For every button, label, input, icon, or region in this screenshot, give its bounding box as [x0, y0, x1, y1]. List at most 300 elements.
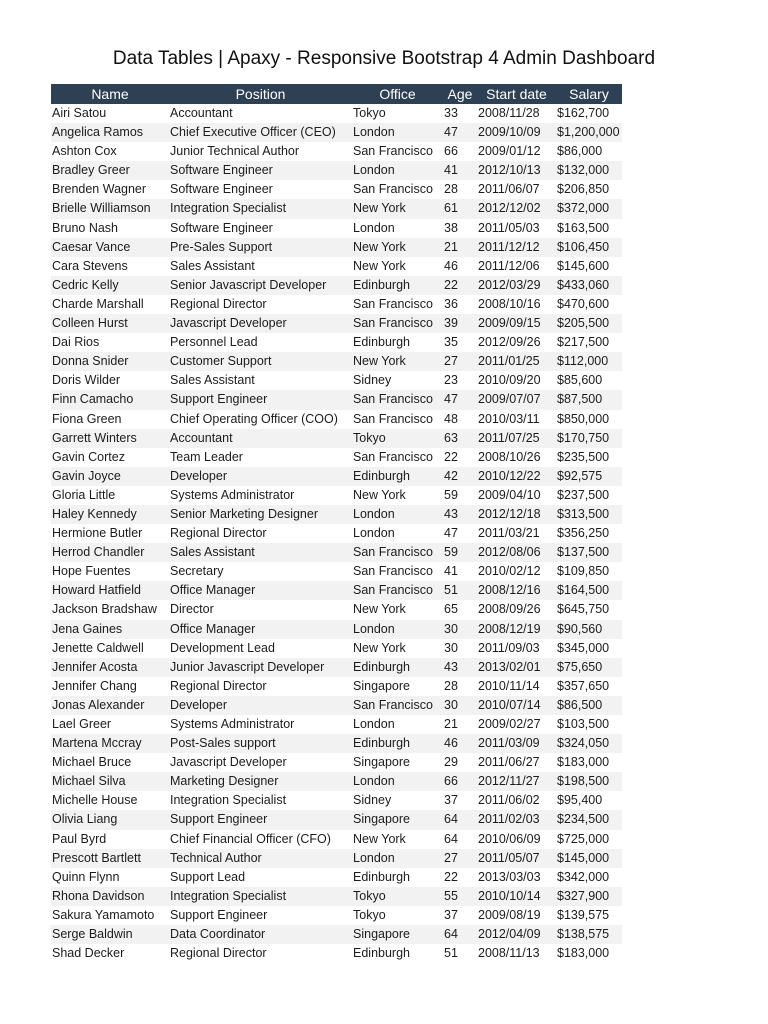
- cell-name: Finn Camacho: [51, 390, 169, 409]
- cell-office: San Francisco: [352, 448, 443, 467]
- cell-salary: $235,500: [556, 448, 622, 467]
- cell-position: Personnel Lead: [169, 333, 352, 352]
- cell-name: Doris Wilder: [51, 371, 169, 390]
- cell-age: 38: [443, 219, 477, 238]
- cell-start-date: 2010/02/12: [477, 562, 556, 581]
- cell-salary: $850,000: [556, 410, 622, 429]
- cell-salary: $163,500: [556, 219, 622, 238]
- column-header-salary[interactable]: Salary: [556, 84, 622, 104]
- cell-age: 21: [443, 715, 477, 734]
- table-row: [51, 390, 622, 409]
- cell-start-date: 2008/11/13: [477, 944, 556, 963]
- cell-position: Development Lead: [169, 639, 352, 658]
- cell-age: 36: [443, 295, 477, 314]
- cell-office: New York: [352, 600, 443, 619]
- cell-position: Integration Specialist: [169, 199, 352, 218]
- cell-age: 30: [443, 620, 477, 639]
- cell-position: Systems Administrator: [169, 486, 352, 505]
- cell-name: Michelle House: [51, 791, 169, 810]
- cell-office: Tokyo: [352, 104, 443, 123]
- cell-position: Technical Author: [169, 849, 352, 868]
- cell-name: Jonas Alexander: [51, 696, 169, 715]
- table-row: [51, 467, 622, 486]
- cell-position: Junior Javascript Developer: [169, 658, 352, 677]
- cell-age: 28: [443, 180, 477, 199]
- cell-age: 23: [443, 371, 477, 390]
- cell-position: Regional Director: [169, 295, 352, 314]
- cell-office: Edinburgh: [352, 276, 443, 295]
- cell-age: 47: [443, 390, 477, 409]
- table-row: [51, 505, 622, 524]
- cell-start-date: 2010/12/22: [477, 467, 556, 486]
- cell-salary: $139,575: [556, 906, 622, 925]
- cell-office: London: [352, 772, 443, 791]
- table-row: [51, 314, 622, 333]
- cell-start-date: 2012/09/26: [477, 333, 556, 352]
- cell-name: Dai Rios: [51, 333, 169, 352]
- table-row: [51, 161, 622, 180]
- cell-salary: $145,600: [556, 257, 622, 276]
- cell-position: Office Manager: [169, 581, 352, 600]
- table-row: [51, 371, 622, 390]
- cell-office: New York: [352, 257, 443, 276]
- cell-position: Chief Executive Officer (CEO): [169, 123, 352, 142]
- cell-office: London: [352, 524, 443, 543]
- cell-age: 39: [443, 314, 477, 333]
- cell-age: 64: [443, 925, 477, 944]
- cell-salary: $645,750: [556, 600, 622, 619]
- cell-salary: $1,200,000: [556, 123, 622, 142]
- cell-age: 22: [443, 276, 477, 295]
- table-row: [51, 772, 622, 791]
- cell-salary: $137,500: [556, 543, 622, 562]
- cell-age: 65: [443, 600, 477, 619]
- cell-age: 42: [443, 467, 477, 486]
- cell-salary: $470,600: [556, 295, 622, 314]
- cell-name: Garrett Winters: [51, 429, 169, 448]
- cell-position: Software Engineer: [169, 161, 352, 180]
- cell-office: London: [352, 849, 443, 868]
- cell-start-date: 2013/03/03: [477, 868, 556, 887]
- cell-name: Quinn Flynn: [51, 868, 169, 887]
- cell-age: 37: [443, 791, 477, 810]
- cell-start-date: 2011/05/03: [477, 219, 556, 238]
- cell-office: Sidney: [352, 791, 443, 810]
- cell-office: New York: [352, 352, 443, 371]
- table-row: [51, 352, 622, 371]
- cell-name: Michael Bruce: [51, 753, 169, 772]
- cell-name: Howard Hatfield: [51, 581, 169, 600]
- table-row: [51, 180, 622, 199]
- cell-start-date: 2011/03/21: [477, 524, 556, 543]
- cell-salary: $357,650: [556, 677, 622, 696]
- cell-name: Hermione Butler: [51, 524, 169, 543]
- table-row: [51, 448, 622, 467]
- cell-name: Bradley Greer: [51, 161, 169, 180]
- cell-position: Senior Javascript Developer: [169, 276, 352, 295]
- cell-start-date: 2012/10/13: [477, 161, 556, 180]
- cell-salary: $90,560: [556, 620, 622, 639]
- cell-salary: $237,500: [556, 486, 622, 505]
- cell-age: 47: [443, 123, 477, 142]
- cell-age: 22: [443, 868, 477, 887]
- table-row: [51, 238, 622, 257]
- cell-salary: $205,500: [556, 314, 622, 333]
- cell-start-date: 2009/07/07: [477, 390, 556, 409]
- cell-office: Singapore: [352, 677, 443, 696]
- table-row: [51, 830, 622, 849]
- cell-name: Paul Byrd: [51, 830, 169, 849]
- cell-office: New York: [352, 639, 443, 658]
- table-row: [51, 199, 622, 218]
- cell-name: Herrod Chandler: [51, 543, 169, 562]
- table-row: [51, 925, 622, 944]
- table-row: [51, 620, 622, 639]
- cell-position: Accountant: [169, 429, 352, 448]
- cell-name: Brielle Williamson: [51, 199, 169, 218]
- table-row: [51, 581, 622, 600]
- cell-salary: $132,000: [556, 161, 622, 180]
- cell-office: Edinburgh: [352, 333, 443, 352]
- cell-office: San Francisco: [352, 295, 443, 314]
- cell-age: 46: [443, 257, 477, 276]
- cell-start-date: 2008/12/19: [477, 620, 556, 639]
- cell-name: Sakura Yamamoto: [51, 906, 169, 925]
- table-row: [51, 104, 622, 123]
- cell-age: 37: [443, 906, 477, 925]
- cell-name: Jena Gaines: [51, 620, 169, 639]
- cell-age: 28: [443, 677, 477, 696]
- cell-start-date: 2009/04/10: [477, 486, 556, 505]
- cell-start-date: 2008/10/26: [477, 448, 556, 467]
- cell-position: Customer Support: [169, 352, 352, 371]
- table-row: [51, 600, 622, 619]
- cell-age: 55: [443, 887, 477, 906]
- cell-office: New York: [352, 238, 443, 257]
- cell-age: 29: [443, 753, 477, 772]
- cell-start-date: 2010/07/14: [477, 696, 556, 715]
- cell-salary: $75,650: [556, 658, 622, 677]
- cell-age: 59: [443, 543, 477, 562]
- cell-office: London: [352, 505, 443, 524]
- cell-name: Cara Stevens: [51, 257, 169, 276]
- cell-salary: $106,450: [556, 238, 622, 257]
- cell-salary: $87,500: [556, 390, 622, 409]
- cell-age: 27: [443, 352, 477, 371]
- cell-salary: $183,000: [556, 944, 622, 963]
- cell-office: London: [352, 715, 443, 734]
- cell-salary: $164,500: [556, 581, 622, 600]
- cell-salary: $138,575: [556, 925, 622, 944]
- cell-start-date: 2011/06/07: [477, 180, 556, 199]
- cell-office: San Francisco: [352, 581, 443, 600]
- table-row: [51, 868, 622, 887]
- cell-salary: $234,500: [556, 810, 622, 829]
- cell-salary: $86,000: [556, 142, 622, 161]
- cell-position: Support Engineer: [169, 810, 352, 829]
- cell-age: 43: [443, 505, 477, 524]
- cell-start-date: 2012/11/27: [477, 772, 556, 791]
- cell-age: 51: [443, 581, 477, 600]
- column-header-age[interactable]: Age: [443, 84, 477, 104]
- cell-office: San Francisco: [352, 314, 443, 333]
- cell-salary: $170,750: [556, 429, 622, 448]
- cell-start-date: 2010/03/11: [477, 410, 556, 429]
- cell-name: Rhona Davidson: [51, 887, 169, 906]
- cell-start-date: 2010/06/09: [477, 830, 556, 849]
- cell-name: Serge Baldwin: [51, 925, 169, 944]
- column-header-position[interactable]: Position: [169, 84, 352, 104]
- cell-salary: $206,850: [556, 180, 622, 199]
- cell-age: 27: [443, 849, 477, 868]
- cell-age: 30: [443, 696, 477, 715]
- cell-office: Tokyo: [352, 906, 443, 925]
- table-row: [51, 333, 622, 352]
- cell-position: Developer: [169, 696, 352, 715]
- cell-start-date: 2011/02/03: [477, 810, 556, 829]
- cell-salary: $313,500: [556, 505, 622, 524]
- cell-salary: $85,600: [556, 371, 622, 390]
- cell-name: Donna Snider: [51, 352, 169, 371]
- cell-office: Edinburgh: [352, 734, 443, 753]
- cell-office: San Francisco: [352, 562, 443, 581]
- cell-salary: $356,250: [556, 524, 622, 543]
- cell-age: 66: [443, 772, 477, 791]
- cell-office: Edinburgh: [352, 467, 443, 486]
- cell-age: 30: [443, 639, 477, 658]
- cell-salary: $109,850: [556, 562, 622, 581]
- cell-start-date: 2012/12/18: [477, 505, 556, 524]
- cell-start-date: 2011/12/06: [477, 257, 556, 276]
- table-row: [51, 753, 622, 772]
- table-row: [51, 429, 622, 448]
- cell-salary: $86,500: [556, 696, 622, 715]
- cell-office: Edinburgh: [352, 868, 443, 887]
- cell-position: Javascript Developer: [169, 753, 352, 772]
- cell-position: Data Coordinator: [169, 925, 352, 944]
- cell-position: Secretary: [169, 562, 352, 581]
- cell-position: Integration Specialist: [169, 791, 352, 810]
- cell-age: 41: [443, 562, 477, 581]
- cell-name: Brenden Wagner: [51, 180, 169, 199]
- cell-start-date: 2010/11/14: [477, 677, 556, 696]
- table-row: [51, 887, 622, 906]
- cell-name: Haley Kennedy: [51, 505, 169, 524]
- cell-salary: $145,000: [556, 849, 622, 868]
- cell-office: San Francisco: [352, 696, 443, 715]
- table-row: [51, 677, 622, 696]
- cell-name: Gavin Cortez: [51, 448, 169, 467]
- table-row: [51, 849, 622, 868]
- cell-salary: $198,500: [556, 772, 622, 791]
- cell-position: Pre-Sales Support: [169, 238, 352, 257]
- cell-position: Software Engineer: [169, 219, 352, 238]
- cell-office: London: [352, 219, 443, 238]
- cell-age: 33: [443, 104, 477, 123]
- cell-start-date: 2009/10/09: [477, 123, 556, 142]
- cell-start-date: 2012/04/09: [477, 925, 556, 944]
- cell-position: Sales Assistant: [169, 257, 352, 276]
- cell-salary: $183,000: [556, 753, 622, 772]
- cell-office: London: [352, 123, 443, 142]
- cell-age: 35: [443, 333, 477, 352]
- cell-name: Olivia Liang: [51, 810, 169, 829]
- cell-name: Ashton Cox: [51, 142, 169, 161]
- table-header-row: [51, 84, 622, 104]
- table-row: [51, 524, 622, 543]
- cell-office: San Francisco: [352, 142, 443, 161]
- cell-salary: $372,000: [556, 199, 622, 218]
- cell-name: Airi Satou: [51, 104, 169, 123]
- cell-position: Regional Director: [169, 677, 352, 696]
- cell-office: San Francisco: [352, 543, 443, 562]
- cell-age: 63: [443, 429, 477, 448]
- cell-name: Hope Fuentes: [51, 562, 169, 581]
- table-row: [51, 715, 622, 734]
- column-header-name[interactable]: Name: [51, 84, 169, 104]
- cell-name: Gavin Joyce: [51, 467, 169, 486]
- cell-office: Tokyo: [352, 429, 443, 448]
- cell-start-date: 2009/09/15: [477, 314, 556, 333]
- cell-position: Support Engineer: [169, 906, 352, 925]
- cell-age: 51: [443, 944, 477, 963]
- cell-salary: $95,400: [556, 791, 622, 810]
- cell-name: Jennifer Chang: [51, 677, 169, 696]
- cell-salary: $433,060: [556, 276, 622, 295]
- cell-name: Michael Silva: [51, 772, 169, 791]
- cell-name: Cedric Kelly: [51, 276, 169, 295]
- cell-start-date: 2011/06/27: [477, 753, 556, 772]
- cell-position: Regional Director: [169, 524, 352, 543]
- table-body: [51, 104, 622, 963]
- cell-position: Integration Specialist: [169, 887, 352, 906]
- cell-salary: $103,500: [556, 715, 622, 734]
- cell-name: Lael Greer: [51, 715, 169, 734]
- cell-start-date: 2009/01/12: [477, 142, 556, 161]
- cell-age: 64: [443, 830, 477, 849]
- cell-salary: $725,000: [556, 830, 622, 849]
- cell-office: Tokyo: [352, 887, 443, 906]
- cell-age: 22: [443, 448, 477, 467]
- table-row: [51, 219, 622, 238]
- cell-salary: $112,000: [556, 352, 622, 371]
- cell-salary: $324,050: [556, 734, 622, 753]
- cell-name: Shad Decker: [51, 944, 169, 963]
- cell-name: Caesar Vance: [51, 238, 169, 257]
- table-row: [51, 696, 622, 715]
- cell-position: Software Engineer: [169, 180, 352, 199]
- table-row: [51, 123, 622, 142]
- table-row: [51, 543, 622, 562]
- cell-salary: $345,000: [556, 639, 622, 658]
- cell-salary: $162,700: [556, 104, 622, 123]
- cell-position: Junior Technical Author: [169, 142, 352, 161]
- cell-start-date: 2011/07/25: [477, 429, 556, 448]
- cell-office: Singapore: [352, 810, 443, 829]
- cell-age: 47: [443, 524, 477, 543]
- column-header-office[interactable]: Office: [352, 84, 443, 104]
- table-row: [51, 791, 622, 810]
- cell-position: Systems Administrator: [169, 715, 352, 734]
- column-header-start-date[interactable]: Start date: [477, 84, 556, 104]
- cell-age: 59: [443, 486, 477, 505]
- cell-start-date: 2008/10/16: [477, 295, 556, 314]
- cell-office: San Francisco: [352, 180, 443, 199]
- cell-age: 61: [443, 199, 477, 218]
- cell-office: London: [352, 161, 443, 180]
- cell-name: Gloria Little: [51, 486, 169, 505]
- table-row: [51, 562, 622, 581]
- cell-position: Support Engineer: [169, 390, 352, 409]
- cell-position: Accountant: [169, 104, 352, 123]
- cell-position: Javascript Developer: [169, 314, 352, 333]
- cell-start-date: 2008/09/26: [477, 600, 556, 619]
- table-row: [51, 906, 622, 925]
- cell-position: Sales Assistant: [169, 543, 352, 562]
- cell-position: Chief Operating Officer (COO): [169, 410, 352, 429]
- cell-office: New York: [352, 486, 443, 505]
- cell-name: Martena Mccray: [51, 734, 169, 753]
- cell-position: Regional Director: [169, 944, 352, 963]
- cell-age: 46: [443, 734, 477, 753]
- cell-start-date: 2012/08/06: [477, 543, 556, 562]
- cell-position: Marketing Designer: [169, 772, 352, 791]
- cell-name: Fiona Green: [51, 410, 169, 429]
- cell-office: Singapore: [352, 925, 443, 944]
- cell-start-date: 2008/12/16: [477, 581, 556, 600]
- table-row: [51, 486, 622, 505]
- cell-office: Edinburgh: [352, 658, 443, 677]
- cell-start-date: 2011/06/02: [477, 791, 556, 810]
- cell-name: Bruno Nash: [51, 219, 169, 238]
- cell-name: Angelica Ramos: [51, 123, 169, 142]
- cell-age: 48: [443, 410, 477, 429]
- table-row: [51, 810, 622, 829]
- cell-start-date: 2010/09/20: [477, 371, 556, 390]
- cell-start-date: 2009/08/19: [477, 906, 556, 925]
- cell-office: Singapore: [352, 753, 443, 772]
- cell-office: New York: [352, 830, 443, 849]
- cell-office: New York: [352, 199, 443, 218]
- cell-office: London: [352, 620, 443, 639]
- cell-name: Jennifer Acosta: [51, 658, 169, 677]
- cell-start-date: 2011/09/03: [477, 639, 556, 658]
- cell-salary: $342,000: [556, 868, 622, 887]
- cell-position: Office Manager: [169, 620, 352, 639]
- cell-name: Prescott Bartlett: [51, 849, 169, 868]
- table-row: [51, 734, 622, 753]
- cell-age: 21: [443, 238, 477, 257]
- table-row: [51, 658, 622, 677]
- cell-position: Senior Marketing Designer: [169, 505, 352, 524]
- cell-name: Jenette Caldwell: [51, 639, 169, 658]
- cell-salary: $92,575: [556, 467, 622, 486]
- cell-start-date: 2011/03/09: [477, 734, 556, 753]
- table-row: [51, 295, 622, 314]
- cell-name: Jackson Bradshaw: [51, 600, 169, 619]
- table-row: [51, 944, 622, 963]
- cell-office: San Francisco: [352, 410, 443, 429]
- cell-age: 64: [443, 810, 477, 829]
- cell-office: San Francisco: [352, 390, 443, 409]
- cell-start-date: 2010/10/14: [477, 887, 556, 906]
- table-row: [51, 639, 622, 658]
- cell-age: 43: [443, 658, 477, 677]
- cell-start-date: 2011/01/25: [477, 352, 556, 371]
- employees-table: [51, 84, 622, 963]
- page-title: Data Tables | Apaxy - Responsive Bootstrap 4 Admin Dashboard: [112, 48, 656, 69]
- cell-name: Colleen Hurst: [51, 314, 169, 333]
